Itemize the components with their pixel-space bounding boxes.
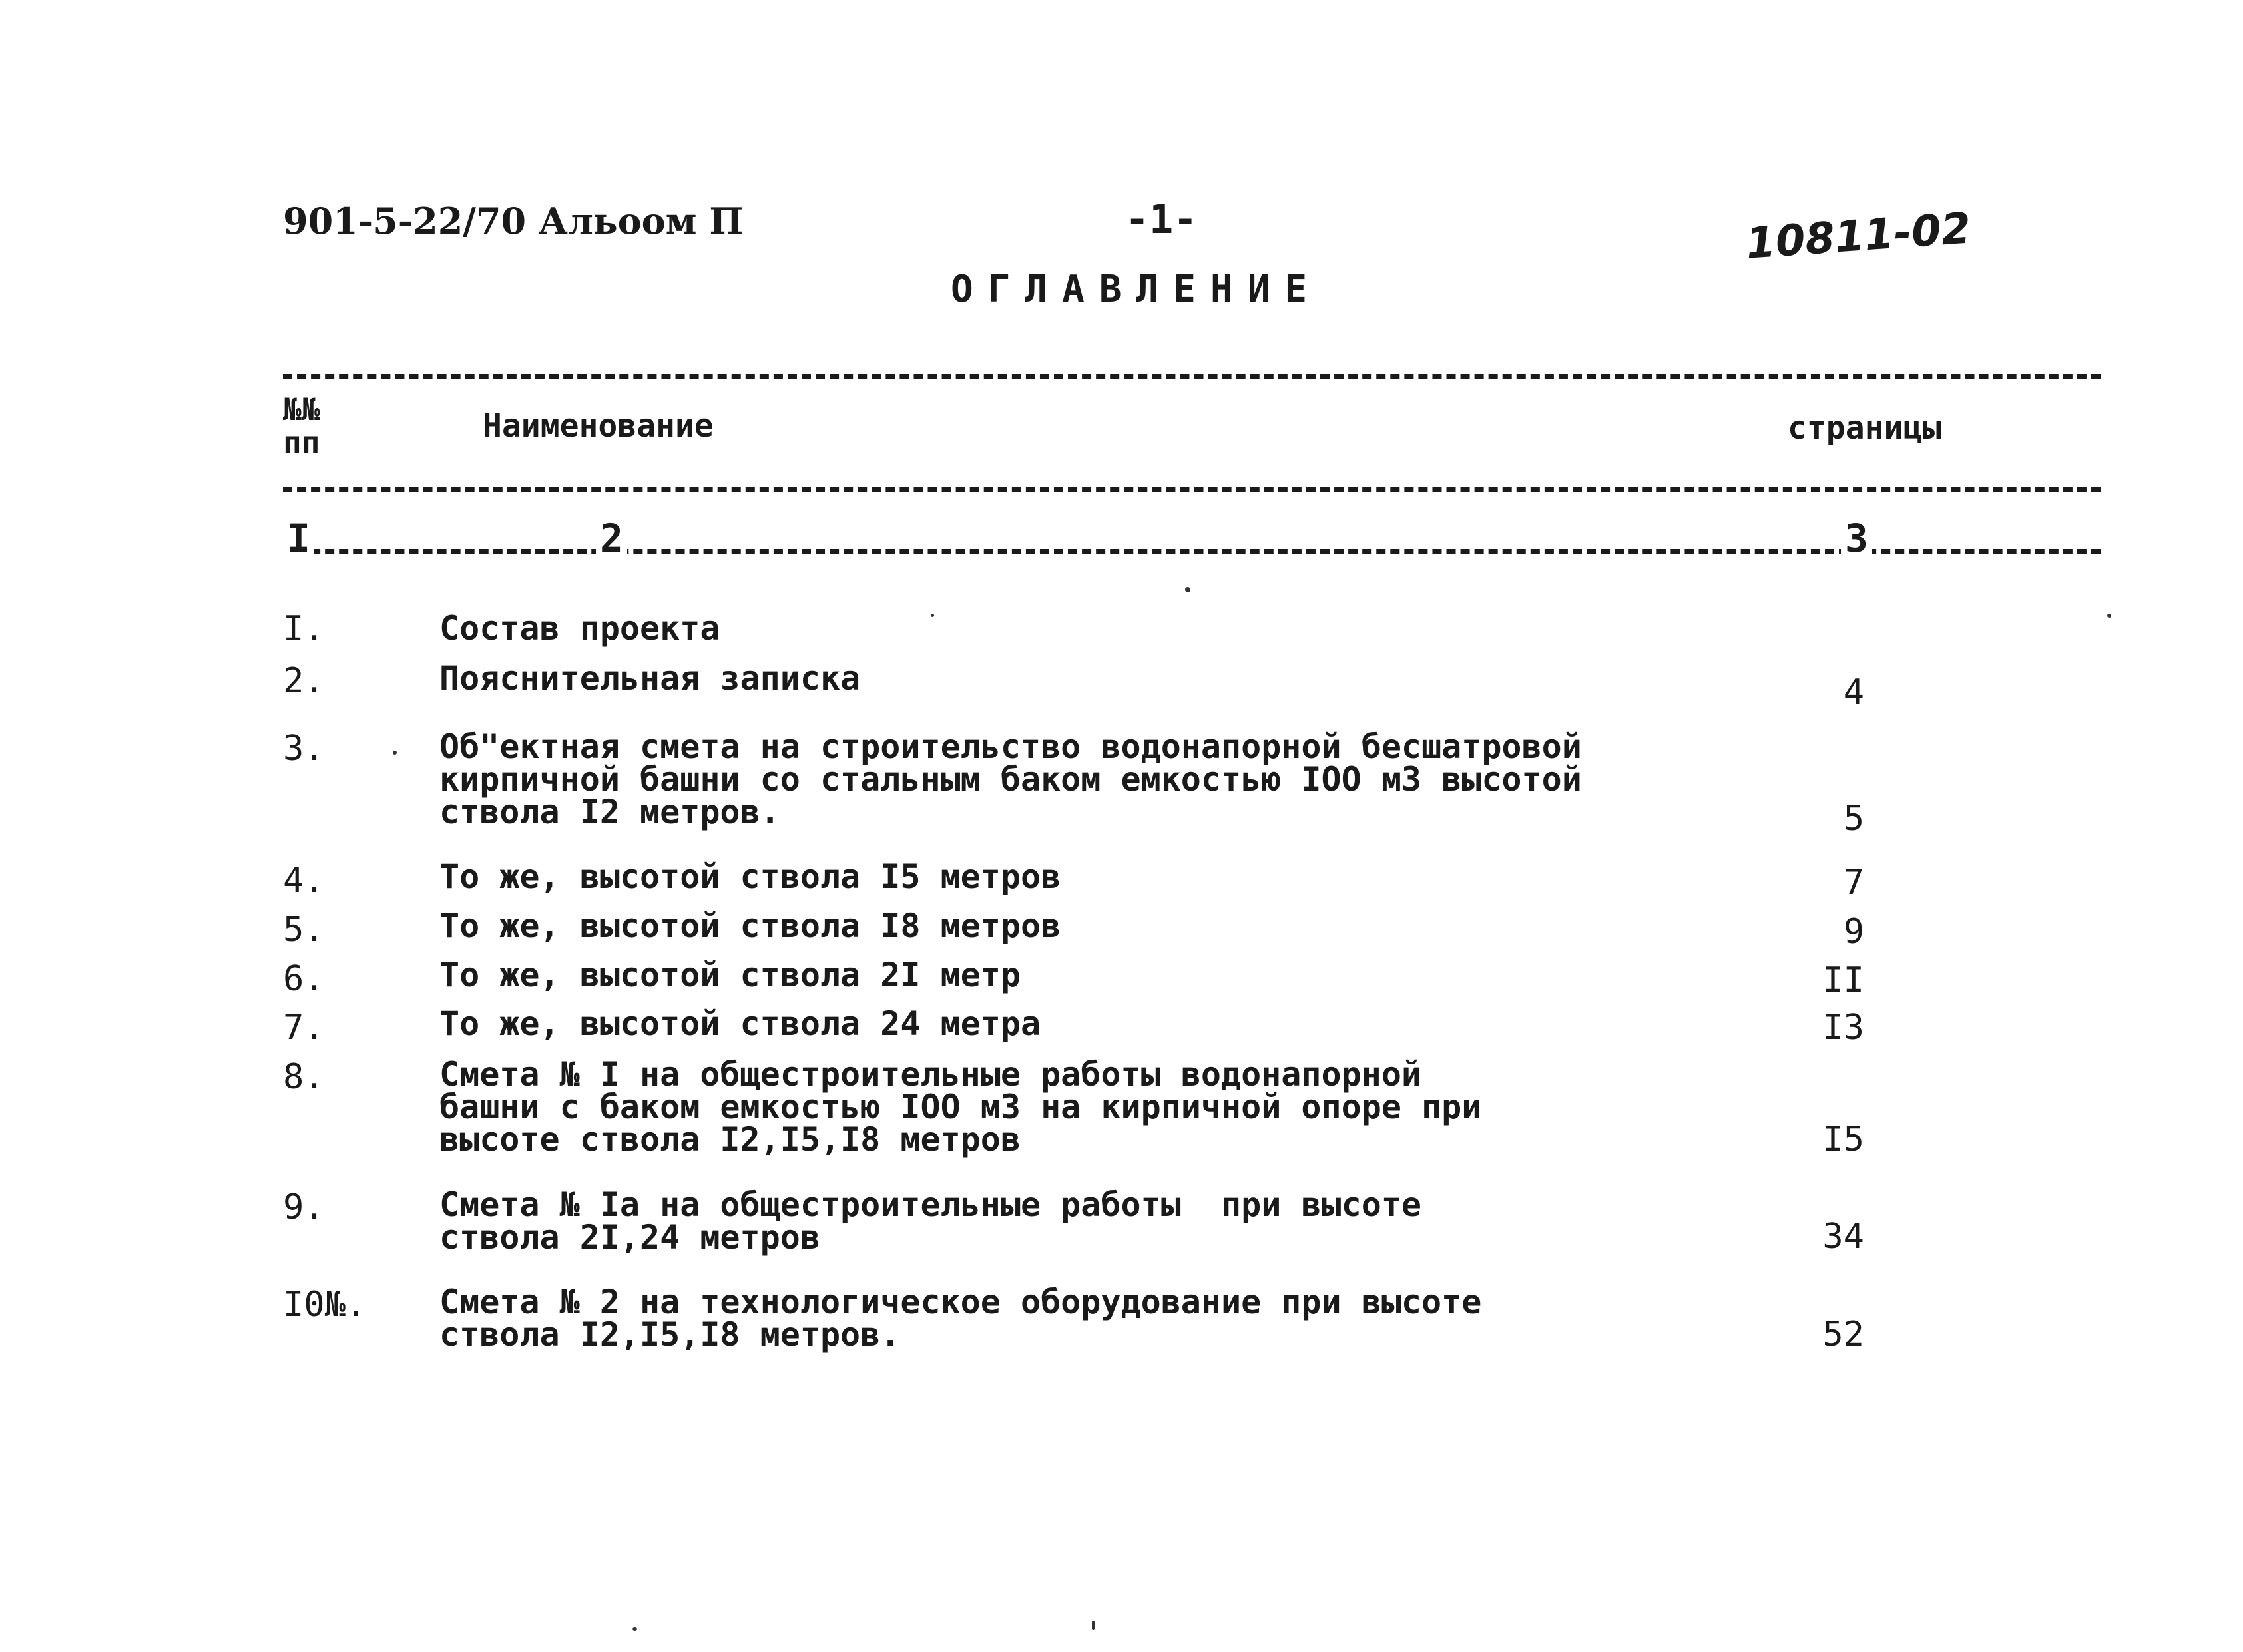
scan-speck [393,751,397,755]
row-number: 5. [283,910,325,950]
column-number-1: I [283,516,314,561]
column-header-name: Наименование [483,407,714,445]
scan-speck [1092,1621,1095,1630]
table-header-rule [283,487,2101,492]
row-title: То же, высотой ствола 2I метр [439,956,1021,994]
document-code: 901-5-22/70 Альоом П [283,200,744,242]
row-title: Смета № Iа на общестроительные работы при высоте ствола 2I,24 метров [439,1185,1422,1257]
row-page: 5 [1843,799,1864,839]
row-title: Об"ектная смета на строительство водонапорной бесшатровой кирпичной башни со стальным баком емкостью IOO м3 высотой ствола I2 метров. [439,727,1582,831]
row-page: 7 [1843,863,1864,903]
page-number: -1- [1125,196,1198,243]
row-number: 9. [283,1187,325,1227]
column-header-pages: страницы [1788,409,1942,447]
column-header-number: №№ пп [283,391,320,461]
row-page: I5 [1822,1120,1864,1159]
page-title: ОГЛАВЛЕНИЕ [951,268,1322,311]
row-page: 9 [1843,912,1864,952]
row-title: Смета № 2 на технологическое оборудование при высоте ствола I2,I5,I8 метров. [439,1283,1482,1354]
row-number: 4. [283,861,325,901]
row-title: Состав проекта [439,609,720,648]
column-number-row [283,516,2101,562]
row-number: I0№. [283,1285,367,1325]
column-number-3: 3 [1841,516,1872,561]
row-number: 8. [283,1057,325,1097]
row-number: 3. [283,729,325,769]
row-page: 52 [1822,1315,1864,1354]
row-page: 34 [1822,1217,1864,1257]
row-title: То же, высотой ствола I5 метров [439,857,1061,896]
row-title: Пояснительная записка [439,659,861,698]
row-number: 6. [283,959,325,999]
scan-speck [2107,614,2111,618]
scan-speck [632,1627,637,1631]
table-top-rule [283,374,2101,379]
registration-number: 10811-02 [1744,204,1973,269]
row-number: 2. [283,661,325,701]
row-page: I3 [1822,1008,1864,1048]
row-title: Смета № I на общестроительные работы водонапорной башни с баком емкостью IOO м3 на кирпичной опоре при высоте ствола I2,I5,I8 метров [439,1055,1482,1159]
column-number-2: 2 [596,516,627,561]
scan-speck [931,614,934,617]
row-title: То же, высотой ствола 24 метра [439,1004,1041,1043]
row-number: 7. [283,1008,325,1048]
column-number-rule [283,549,2101,554]
row-page: II [1822,960,1864,1000]
row-number: I. [283,609,325,649]
row-title: То же, высотой ствола I8 метров [439,907,1061,945]
scan-speck [1185,587,1190,592]
row-page: 4 [1843,672,1864,712]
